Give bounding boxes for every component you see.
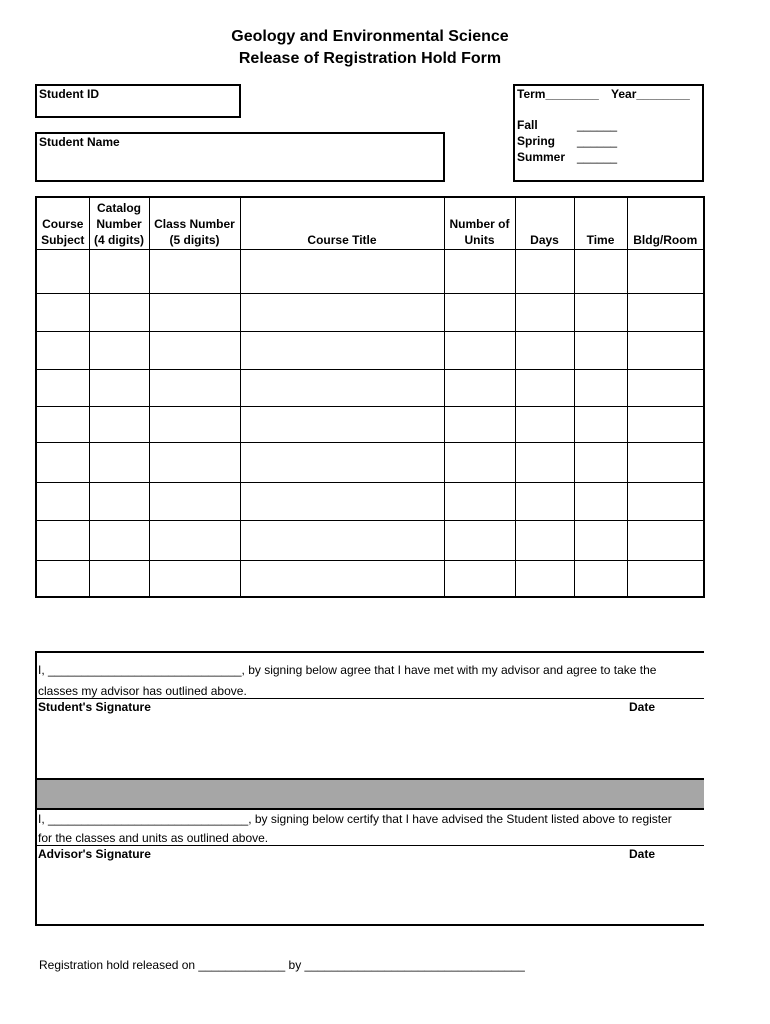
- term-option-spring-blank[interactable]: ______: [577, 134, 618, 148]
- student-statement-line2: classes my advisor has outlined above.: [38, 684, 247, 698]
- column-header-text: (4 digits): [94, 232, 144, 247]
- course-cell-days[interactable]: [515, 369, 574, 406]
- column-header-text: Course Title: [307, 232, 377, 247]
- course-cell-catalog-number[interactable]: [89, 560, 149, 597]
- course-cell-bldg-room[interactable]: [627, 520, 704, 560]
- course-cell-number-of-units[interactable]: [444, 560, 515, 597]
- course-cell-class-number[interactable]: [149, 369, 240, 406]
- term-option-fall: Fall: [517, 118, 538, 132]
- form-title-line1: Geology and Environmental Science: [231, 28, 509, 45]
- course-cell-time[interactable]: [574, 482, 627, 520]
- student-signature-label: Student's Signature: [38, 700, 151, 714]
- column-header-text: Number: [96, 216, 142, 231]
- course-cell-course-subject[interactable]: [36, 293, 89, 331]
- student-section-top-border: [35, 651, 704, 653]
- column-header-text: Number of: [449, 216, 510, 231]
- registration-hold-release-line[interactable]: Registration hold released on _____________ by _________________________________: [39, 958, 525, 972]
- course-cell-catalog-number[interactable]: [89, 406, 149, 442]
- course-row: [36, 560, 704, 597]
- course-cell-course-title[interactable]: [240, 560, 444, 597]
- course-cell-course-subject[interactable]: [36, 406, 89, 442]
- student-id-field[interactable]: [35, 84, 241, 118]
- course-cell-catalog-number[interactable]: [89, 331, 149, 369]
- column-header-class-number: [149, 197, 240, 249]
- course-cell-bldg-room[interactable]: [627, 293, 704, 331]
- course-cell-course-title[interactable]: [240, 482, 444, 520]
- course-row: [36, 406, 704, 442]
- course-cell-time[interactable]: [574, 293, 627, 331]
- course-cell-bldg-room[interactable]: [627, 249, 704, 293]
- column-header-bldg-room: [627, 197, 704, 249]
- advisor-signature-label: Advisor's Signature: [38, 847, 151, 861]
- course-cell-number-of-units[interactable]: [444, 369, 515, 406]
- course-cell-days[interactable]: [515, 331, 574, 369]
- course-row: [36, 442, 704, 482]
- term-box[interactable]: [513, 84, 704, 182]
- course-cell-class-number[interactable]: [149, 293, 240, 331]
- student-name-label: Student Name: [39, 135, 120, 149]
- course-cell-course-subject[interactable]: [36, 369, 89, 406]
- term-option-summer-blank[interactable]: ______: [577, 150, 618, 164]
- student-date-label: Date: [629, 700, 656, 714]
- student-signature-area[interactable]: [37, 716, 704, 778]
- course-cell-number-of-units[interactable]: [444, 406, 515, 442]
- term-option-fall-blank[interactable]: ______: [577, 118, 618, 132]
- course-cell-time[interactable]: [574, 369, 627, 406]
- course-cell-course-title[interactable]: [240, 249, 444, 293]
- course-cell-course-subject[interactable]: [36, 520, 89, 560]
- advisor-statement-line1: I, ______________________________, by signing below certify that I have advised the Student listed above to register: [38, 812, 672, 826]
- student-signature-divider: [35, 698, 704, 699]
- course-cell-days[interactable]: [515, 406, 574, 442]
- course-cell-time[interactable]: [574, 406, 627, 442]
- form-title-line2: Release of Registration Hold Form: [238, 50, 502, 67]
- student-statement-line1: I, _____________________________, by signing below agree that I have met with my advisor and agree to take the: [38, 663, 657, 677]
- course-row: [36, 331, 704, 369]
- advisor-section-bottom-border: [35, 924, 704, 926]
- course-cell-number-of-units[interactable]: [444, 442, 515, 482]
- course-cell-days[interactable]: [515, 482, 574, 520]
- column-header-course-subject: [36, 197, 89, 249]
- course-cell-number-of-units[interactable]: [444, 482, 515, 520]
- course-cell-course-title[interactable]: [240, 520, 444, 560]
- course-row: [36, 369, 704, 406]
- course-cell-class-number[interactable]: [149, 442, 240, 482]
- advisor-date-label: Date: [629, 847, 656, 861]
- course-cell-bldg-room[interactable]: [627, 369, 704, 406]
- column-header-text: (5 digits): [169, 232, 220, 247]
- course-cell-catalog-number[interactable]: [89, 293, 149, 331]
- term-label: Term________: [517, 87, 599, 101]
- course-cell-class-number[interactable]: [149, 482, 240, 520]
- column-header-text: Bldg/Room: [633, 232, 698, 247]
- course-cell-course-subject[interactable]: [36, 331, 89, 369]
- course-row: [36, 293, 704, 331]
- course-cell-time[interactable]: [574, 249, 627, 293]
- column-header-text: Time: [586, 232, 615, 247]
- course-cell-course-title[interactable]: [240, 293, 444, 331]
- course-cell-days[interactable]: [515, 442, 574, 482]
- advisor-statement-line2: for the classes and units as outlined above.: [38, 831, 269, 845]
- course-table: [35, 196, 705, 598]
- course-cell-days[interactable]: [515, 293, 574, 331]
- course-cell-course-title[interactable]: [240, 369, 444, 406]
- student-id-label: Student ID: [39, 87, 99, 101]
- course-cell-bldg-room[interactable]: [627, 442, 704, 482]
- course-cell-time[interactable]: [574, 520, 627, 560]
- course-cell-course-subject[interactable]: [36, 560, 89, 597]
- course-cell-number-of-units[interactable]: [444, 331, 515, 369]
- year-label: Year________: [611, 87, 690, 101]
- column-header-days: [515, 197, 574, 249]
- course-cell-class-number[interactable]: [149, 331, 240, 369]
- course-cell-time[interactable]: [574, 331, 627, 369]
- course-row: [36, 249, 704, 293]
- course-cell-catalog-number[interactable]: [89, 482, 149, 520]
- course-cell-course-title[interactable]: [240, 406, 444, 442]
- course-cell-catalog-number[interactable]: [89, 249, 149, 293]
- column-header-text: Units: [464, 232, 495, 247]
- section-separator-band: [35, 778, 704, 810]
- course-cell-catalog-number[interactable]: [89, 369, 149, 406]
- course-cell-days[interactable]: [515, 249, 574, 293]
- course-cell-days[interactable]: [515, 560, 574, 597]
- course-cell-course-title[interactable]: [240, 442, 444, 482]
- term-option-summer: Summer: [517, 150, 566, 164]
- column-header-catalog-number: [89, 197, 149, 249]
- term-option-spring: Spring: [517, 134, 555, 148]
- student-name-field[interactable]: [35, 132, 445, 182]
- column-header-text: Course: [42, 216, 84, 231]
- course-cell-bldg-room[interactable]: [627, 406, 704, 442]
- course-cell-class-number[interactable]: [149, 560, 240, 597]
- course-cell-time[interactable]: [574, 560, 627, 597]
- course-cell-class-number[interactable]: [149, 406, 240, 442]
- column-header-number-of-units: [444, 197, 515, 249]
- course-cell-bldg-room[interactable]: [627, 331, 704, 369]
- course-cell-class-number[interactable]: [149, 520, 240, 560]
- column-header-time: [574, 197, 627, 249]
- course-cell-days[interactable]: [515, 520, 574, 560]
- course-cell-bldg-room[interactable]: [627, 560, 704, 597]
- course-cell-class-number[interactable]: [149, 249, 240, 293]
- course-cell-bldg-room[interactable]: [627, 482, 704, 520]
- course-cell-course-subject[interactable]: [36, 249, 89, 293]
- course-cell-number-of-units[interactable]: [444, 293, 515, 331]
- course-cell-time[interactable]: [574, 442, 627, 482]
- course-cell-number-of-units[interactable]: [444, 520, 515, 560]
- column-header-text: Class Number: [154, 216, 235, 231]
- column-header-text: Days: [530, 232, 559, 247]
- course-row: [36, 482, 704, 520]
- course-cell-course-subject[interactable]: [36, 482, 89, 520]
- column-header-text: Subject: [41, 232, 85, 247]
- course-cell-number-of-units[interactable]: [444, 249, 515, 293]
- course-cell-catalog-number[interactable]: [89, 442, 149, 482]
- advisor-signature-divider: [35, 845, 704, 846]
- course-cell-course-subject[interactable]: [36, 442, 89, 482]
- course-row: [36, 520, 704, 560]
- course-cell-catalog-number[interactable]: [89, 520, 149, 560]
- column-header-course-title: [240, 197, 444, 249]
- course-cell-course-title[interactable]: [240, 331, 444, 369]
- advisor-signature-area[interactable]: [37, 863, 704, 924]
- column-header-text: Catalog: [96, 200, 141, 215]
